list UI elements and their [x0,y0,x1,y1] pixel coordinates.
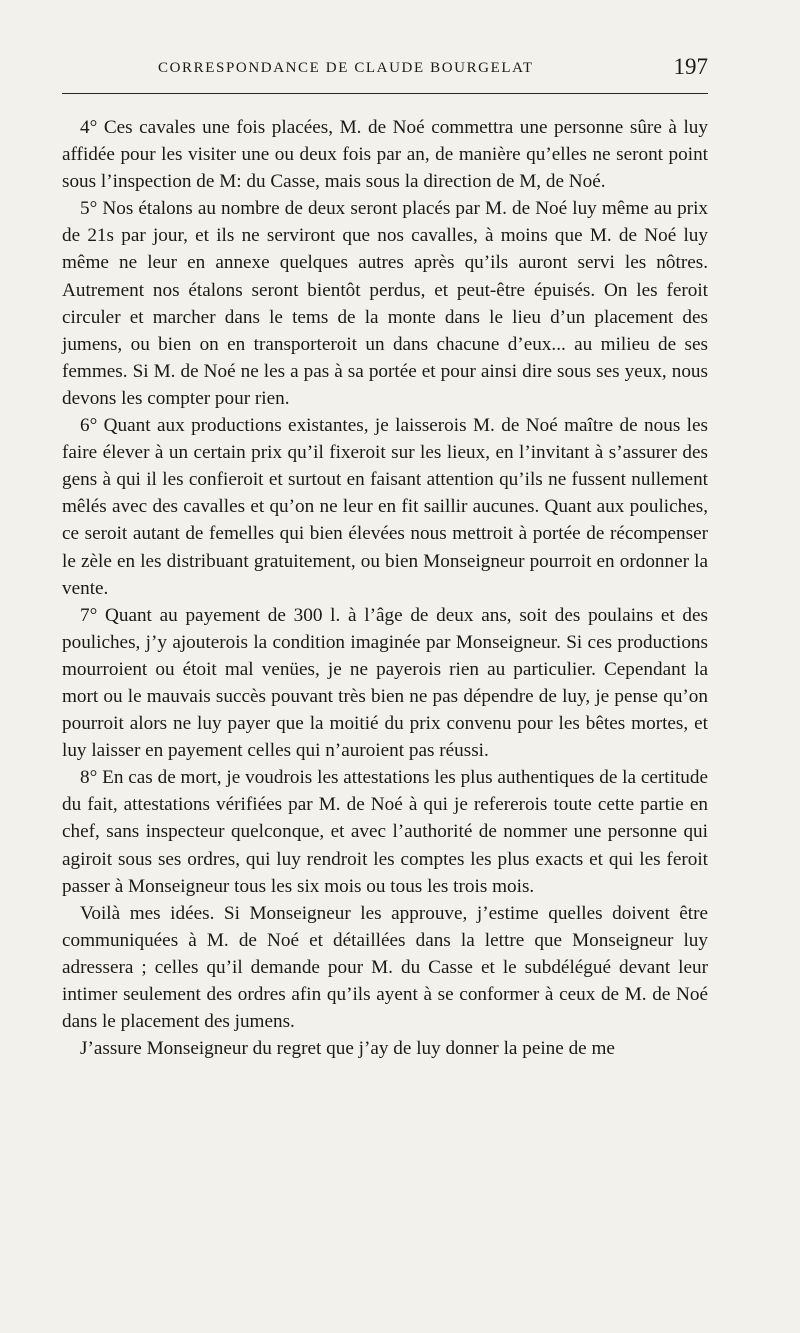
paragraph-4: 4° Ces cavales une fois placées, M. de Noé commettra une personne sûre à luy affidée pour les visiter une ou deux fois par an, de manière qu’elles ne seront point sous l’inspection de M: du Casse, mais sous la direction de M, de Noé. [62,117,708,193]
paragraph-7: 7° Quant au payement de 300 l. à l’âge de deux ans, soit des poulains et des pouliches, j’y ajouterois la condition imaginée par Monseigneur. Si ces productions mourroient ou étoit mal venües, je ne payerois rien au particulier. Cependant la mort ou le mauvais succès pouvant très bien ne pas dépendre de luy, je pense qu’on pourroit alors ne luy payer que la moitié du prix convenu pour les bêtes mortes, et luy laisser en payement celles qui n’auroient pas réussi. [62,604,708,762]
header-rule [62,93,708,94]
page-number: 197 [673,54,708,79]
paragraph-conclusion: Voilà mes idées. Si Monseigneur les approuve, j’estime quelles doivent être communiquées à M. de Noé et détaillées dans la lettre que Monseigneur luy adressera ; celles qu’il demande pour M. du Casse et le subdélégué devant leur intimer seulement des ordres afin qu’ils ayent à se conformer à ceux de M. de Noé dans le placement des jumens. [62,902,708,1033]
body-text [62,114,708,1062]
running-title: CORRESPONDANCE DE CLAUDE BOURGELAT [158,60,534,76]
page-header [62,56,708,88]
paragraph-closing: J’assure Monseigneur du regret que j’ay de luy donner la peine de me [80,1038,615,1060]
paragraph-8: 8° En cas de mort, je voudrois les attestations les plus authentiques de la certitude du fait, attestations vérifiées par M. de Noé à qui je refererois toute cette partie en chef, sans inspecteur quelconque, et avec l’authorité de nommer une personne qui agiroit sous ses ordres, qui luy rendroit les comptes les plus exacts et qui les feroit passer à Monseigneur tous les six mois ou tous les trois mois. [62,767,708,897]
paragraph-5: 5° Nos étalons au nombre de deux seront placés par M. de Noé luy même au prix de 21s par jour, et ils ne serviront que nos cavalles, à moins que M. de Noé luy même ne leur en annexe quelques autres après qu’ils auront servi les nôtres. Autrement nos étalons seront bientôt perdus, et peut-être épuisés. On les feroit circuler et marcher dans le tems de la monte dans le lieu d’un placement des jumens, ou bien on en transporteroit un dans chacune d’eux... au milieu de ses femmes. Si M. de Noé ne les a pas à sa portée et pour ainsi dire sous ses yeux, nous devons les compter pour rien. [62,198,708,409]
paragraph-6: 6° Quant aux productions existantes, je laisserois M. de Noé maître de nous les faire élever à un certain prix qu’il fixeroit sur les lieux, en l’invitant à s’assurer des gens à qui il les confieroit et surtout en faisant attention qu’ils ne fussent nullement mêlés avec des cavalles et qu’on ne leur en fit saillir aucunes. Quant aux pouliches, ce seroit autant de femelles qui bien élevées nous mettroit à portée de récompenser le zèle en les distribuant gratuitement, ou bien Monseigneur pourroit en ordonner la vente. [62,415,708,599]
